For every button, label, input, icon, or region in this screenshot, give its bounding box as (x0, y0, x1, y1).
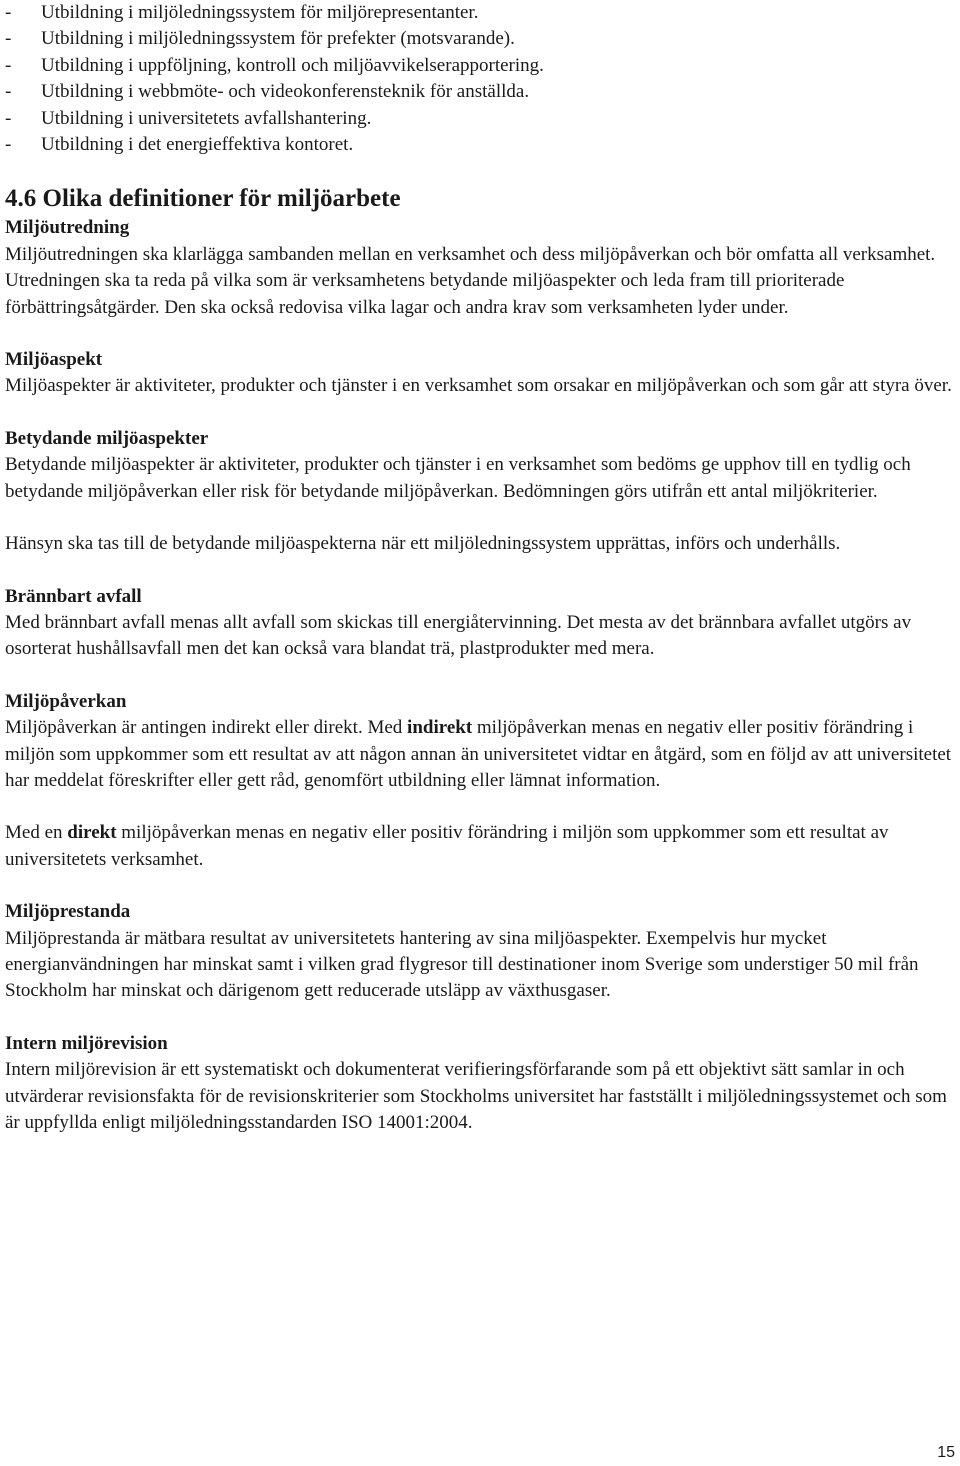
text-run: Med en (5, 822, 68, 844)
definition-text (5, 715, 955, 794)
definition-betydande-miljoaspekter (5, 426, 955, 505)
definition-text: Betydande miljöaspekter är aktiviteter, produkter och tjänster i en verksamhet som bedöms ge upphov till en tydlig och betydande miljöpåverkan eller risk för betydande miljöpåverkan. Bedömningen görs utifrån ett antal miljökriterier. (5, 454, 911, 502)
page-number: 15 (937, 1444, 955, 1461)
emphasis-direkt: direkt (67, 822, 117, 844)
definition-title: Miljöutredning (5, 217, 130, 239)
list-item (5, 53, 955, 79)
definition-text: Miljöaspekter är aktiviteter, produkter och tjänster i en verksamhet som orsakar en miljöpåverkan och som går att styra över. (5, 375, 952, 397)
definition-title: Miljöprestanda (5, 901, 131, 923)
training-bullet-list (5, 0, 955, 158)
list-item (5, 132, 955, 158)
list-item (5, 79, 955, 105)
bullet-dash: - (5, 81, 12, 103)
definition-text: Miljöutredningen ska klarlägga sambanden mellan en verksamhet och dess miljöpåverkan och bör omfatta all verksamhet. Utredningen ska ta reda på vilka som är verksamhetens betydande miljöaspekter och leda fram till prioriterade förbättringsåtgärder. Den ska också redovisa vilka lagar och andra krav som verksamheten lyder under. (5, 243, 936, 318)
list-item-text: Utbildning i miljöledningssystem för miljörepresentanter. (41, 2, 479, 23)
definition-title: Miljöpåverkan (5, 690, 127, 712)
list-item-text: Utbildning i uppföljning, kontroll och miljöavvikelserapportering. (41, 54, 544, 76)
definition-brannbart-avfall (5, 584, 955, 663)
bullet-dash: - (5, 28, 12, 50)
list-item-text: Utbildning i det energieffektiva kontoret. (41, 134, 354, 156)
definition-text: Miljöprestanda är mätbara resultat av universitetets hantering av sina miljöaspekter. Exempelvis hur mycket energianvändningen har minskat samt i vilken grad flygresor till destinationer inom Sverige som understiger 50 mil från Stockholm har minskat och därigenom gett reducerade utsläpp av växthusgaser. (5, 927, 919, 1002)
definition-title: Brännbart avfall (5, 585, 142, 607)
list-item (5, 26, 955, 52)
bullet-dash: - (5, 2, 12, 23)
emphasis-indirekt: indirekt (407, 717, 473, 739)
miljopaverkan-direkt-paragraph (5, 820, 955, 873)
section-heading: 4.6 Olika definitioner för miljöarbete (5, 185, 401, 213)
list-item-text: Utbildning i webbmöte- och videokonferensteknik för anställda. (41, 81, 530, 103)
bullet-dash: - (5, 107, 12, 129)
document-page (5, 0, 955, 1136)
text-run: miljöpåverkan menas en negativ eller positiv förändring i miljön som uppkommer som ett resultat av att någon annan än universitetet vidtar en åtgärd, som en följd av att universitetet har meddelat föreskrifter eller gett råd, genomfört utbildning eller lämnat information. (5, 717, 952, 791)
definition-text: Hänsyn ska tas till de betydande miljöaspekterna när ett miljöledningssystem upprättas, införs och underhålls. (5, 533, 841, 555)
definition-title: Betydande miljöaspekter (5, 427, 209, 449)
definition-miljoaspekt (5, 347, 955, 400)
definition-miljoprestanda (5, 899, 955, 1005)
definition-text (5, 820, 955, 873)
definition-title: Intern miljörevision (5, 1032, 168, 1054)
definition-miljoutredning (5, 215, 955, 321)
definition-intern-miljorevision (5, 1031, 955, 1137)
bullet-dash: - (5, 134, 12, 156)
list-item (5, 106, 955, 132)
definition-miljopaverkan (5, 689, 955, 795)
list-item-text: Utbildning i miljöledningssystem för prefekter (motsvarande). (41, 28, 515, 50)
definition-text: Intern miljörevision är ett systematiskt och dokumenterat verifieringsförfarande som på ett objektivt sätt samlar in och utvärderar revisionsfakta för de revisionskriterier som Stockholms universitet har fastställt i miljöledningssystemet och som är uppfyllda enligt miljöledningsstandarden ISO 14001:2004. (5, 1059, 947, 1133)
bullet-dash: - (5, 54, 12, 76)
list-item-text: Utbildning i universitetets avfallshantering. (41, 107, 372, 129)
text-run: miljöpåverkan menas en negativ eller positiv förändring i miljön som uppkommer som ett resultat av universitetets verksamhet. (5, 822, 889, 870)
definition-title: Miljöaspekt (5, 349, 103, 371)
betydande-followup-paragraph (5, 531, 955, 557)
text-run: Miljöpåverkan är antingen indirekt eller direkt. Med (5, 717, 408, 739)
list-item (5, 0, 955, 26)
definition-text: Med brännbart avfall menas allt avfall som skickas till energiåtervinning. Det mesta av det brännbara avfallet utgörs av osorterat hushållsavfall men det kan också vara blandat trä, plastprodukter med mera. (5, 611, 912, 660)
